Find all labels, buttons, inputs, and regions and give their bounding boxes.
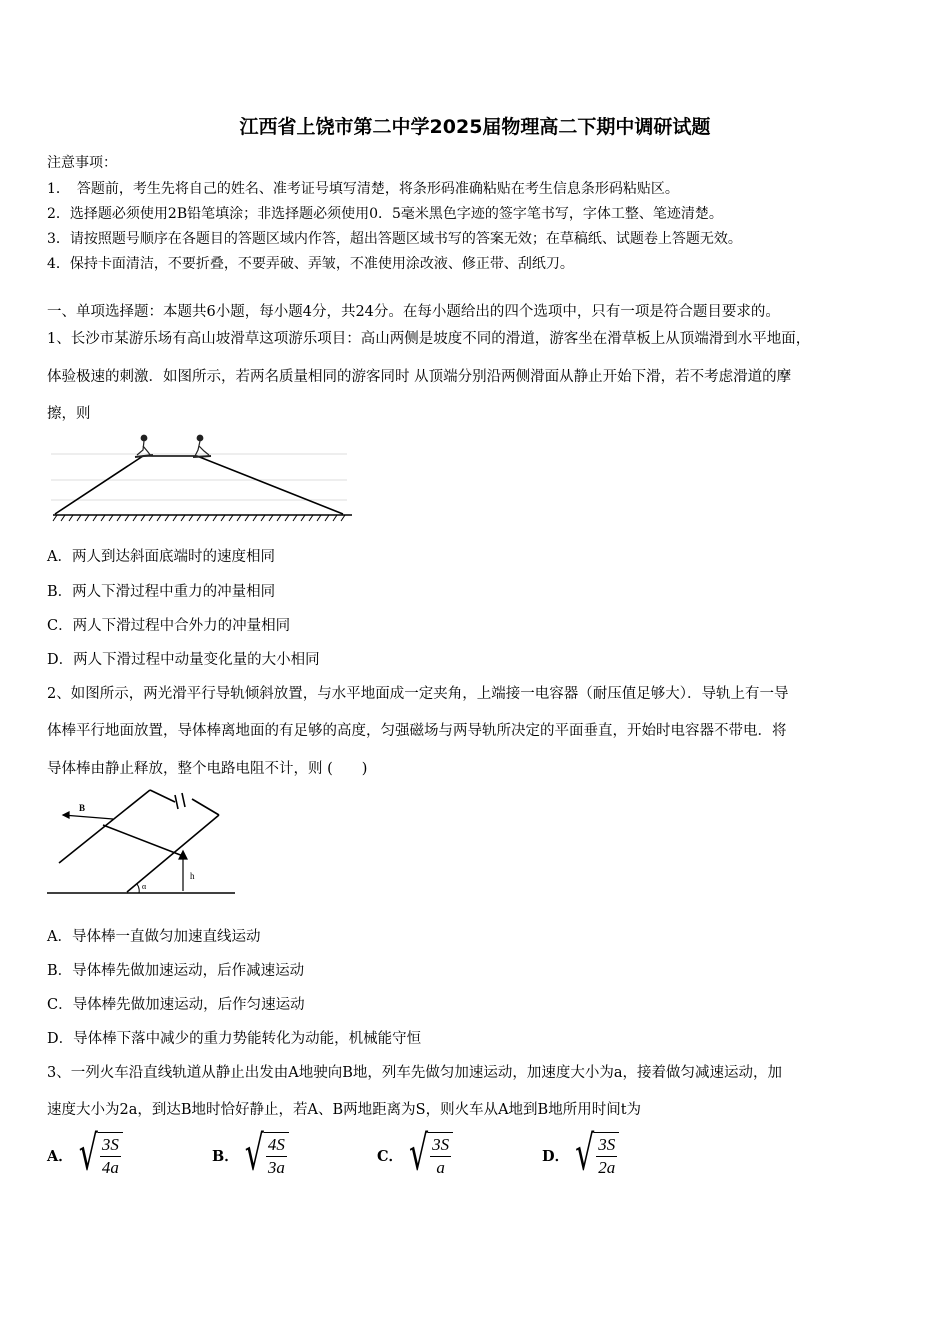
q3-option-c-denominator: a <box>436 1158 445 1177</box>
notice-item-1: 1． 答题前，考生先将自己的姓名、准考证号填写清楚，将条形码准确粘贴在考生信息条形码粘贴区。 <box>47 181 679 197</box>
q2-text-line-3: 导体棒由静止释放，整个电路电阻不计，则 ( ) <box>47 761 368 777</box>
q2-option-c: C．导体棒先做加速运动，后作匀速运动 <box>47 997 305 1013</box>
q3-option-b <box>212 1126 289 1183</box>
sqrt-icon: √ $\frac{3S}{4a}$ <box>79 1132 123 1178</box>
q3-option-c-numerator: 3S <box>430 1133 451 1157</box>
q1-hill-slide-figure <box>47 432 357 524</box>
q2-option-d: D．导体棒下落中减少的重力势能转化为动能，机械能守恒 <box>47 1031 422 1047</box>
q3-option-d-denominator: 2a <box>598 1158 616 1177</box>
q2-text-line-2: 体棒平行地面放置，导体棒离地面的有足够的高度，匀强磁场与两导轨所决定的平面垂直，开始时电容器不带电．将 <box>47 723 787 739</box>
q3-option-a <box>47 1126 123 1183</box>
q2-inclined-rails-figure <box>47 785 237 897</box>
notice-heading: 注意事项： <box>47 155 117 171</box>
q1-text-line-3: 擦，则 <box>47 406 91 422</box>
notice-item-2: 2．选择题必须使用2B铅笔填涂；非选择题必须使用0．5毫米黑色字迹的签字笔书写，字体工整、笔迹清楚。 <box>47 206 723 222</box>
q1-option-a: A．两人到达斜面底端时的速度相同 <box>47 549 275 565</box>
q3-option-c <box>377 1126 453 1183</box>
q3-text-line-1: 3、一列火车沿直线轨道从静止出发由A地驶向B地，列车先做匀加速运动，加速度大小为a，接着做匀减速运动，加 <box>47 1065 782 1081</box>
notice-item-3: 3．请按照题号顺序在各题目的答题区域内作答，超出答题区域书写的答案无效；在草稿纸、试题卷上答题无效。 <box>47 231 742 247</box>
q2-option-b: B．导体棒先做加速运动，后作减速运动 <box>47 963 305 979</box>
section-heading: 一、单项选择题：本题共6小题，每小题4分，共24分。在每小题给出的四个选项中，只有一项是符合题目要求的。 <box>47 304 780 320</box>
sqrt-icon: √ $\frac{3S}{a}$ <box>409 1132 453 1178</box>
sqrt-icon: √ $\frac{3S}{2a}$ <box>575 1132 619 1178</box>
q2-text-line-1: 2、如图所示，两光滑平行导轨倾斜放置，与水平地面成一定夹角，上端接一电容器（耐压值足够大）．导轨上有一导 <box>47 686 789 702</box>
notice-item-4: 4．保持卡面清洁，不要折叠，不要弄破、弄皱，不准使用涂改液、修正带、刮纸刀。 <box>47 256 574 272</box>
q3-options <box>47 1126 907 1192</box>
q1-option-d: D．两人下滑过程中动量变化量的大小相同 <box>47 652 320 668</box>
q3-option-a-label: A． <box>47 1147 73 1165</box>
q3-option-b-numerator: 4S <box>266 1133 287 1157</box>
q3-option-b-label: B． <box>212 1147 239 1165</box>
q1-option-b: B．两人下滑过程中重力的冲量相同 <box>47 584 276 600</box>
q3-text-line-2: 速度大小为2a，到达B地时恰好静止，若A、B两地距离为S，则火车从A地到B地所用时间t为 <box>47 1102 642 1118</box>
q3-option-a-numerator: 3S <box>100 1133 121 1157</box>
q1-text-line-2: 体验极速的刺激．如图所示，若两名质量相同的游客同时 从顶端分别沿两侧滑面从静止开始下滑，若不考虑滑道的摩 <box>47 369 792 385</box>
q1-text-line-1: 1、长沙市某游乐场有高山坡滑草这项游乐项目：高山两侧是坡度不同的滑道，游客坐在滑草板上从顶端滑到水平地面， <box>47 331 811 347</box>
q2-option-a: A．导体棒一直做匀加速直线运动 <box>47 929 261 945</box>
q2-figure-label-b: B <box>79 803 86 813</box>
q3-option-b-denominator: 3a <box>267 1158 285 1177</box>
exam-title: 江西省上饶市第二中学2025届物理高二下期中调研试题 <box>239 116 711 138</box>
q3-option-d <box>542 1126 619 1183</box>
q3-option-d-numerator: 3S <box>596 1133 617 1157</box>
q3-option-a-denominator: 4a <box>101 1158 119 1177</box>
sqrt-icon: √ $\frac{4S}{3a}$ <box>245 1132 289 1178</box>
q3-option-d-label: D． <box>542 1147 570 1165</box>
q1-option-c: C．两人下滑过程中合外力的冲量相同 <box>47 618 291 634</box>
q2-figure-label-angle: α <box>142 882 147 891</box>
q3-option-c-label: C． <box>377 1147 404 1165</box>
q2-figure-label-h: h <box>190 871 195 881</box>
